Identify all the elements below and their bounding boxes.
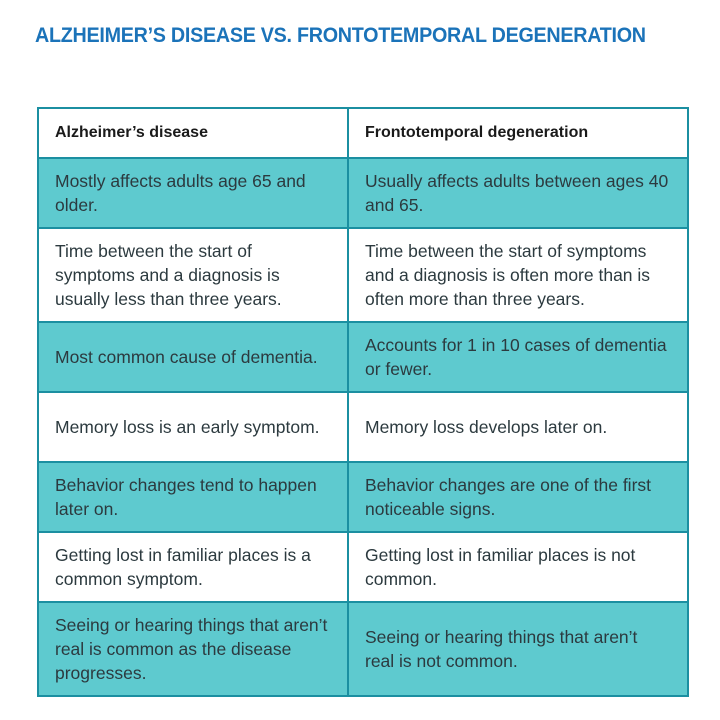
table-cell: Most common cause of dementia.	[38, 322, 348, 392]
header-frontotemporal: Frontotemporal degeneration	[348, 108, 688, 158]
table-cell: Behavior changes tend to happen later on.	[38, 462, 348, 532]
comparison-table	[37, 107, 689, 697]
table-cell: Time between the start of symptoms and a diagnosis is usually less than three years.	[38, 228, 348, 322]
table-cell: Usually affects adults between ages 40 and 65.	[348, 158, 688, 228]
table-header-row	[38, 108, 688, 158]
table-row	[38, 322, 688, 392]
table-row	[38, 158, 688, 228]
table-cell: Getting lost in familiar places is not common.	[348, 532, 688, 602]
table-row	[38, 228, 688, 322]
table-row	[38, 532, 688, 602]
table-cell: Getting lost in familiar places is a common symptom.	[38, 532, 348, 602]
table-row	[38, 392, 688, 462]
table-cell: Seeing or hearing things that aren’t real is not common.	[348, 602, 688, 696]
page-title: ALZHEIMER’S DISEASE VS. FRONTOTEMPORAL DEGENERATION	[35, 24, 646, 47]
table-cell: Accounts for 1 in 10 cases of dementia or fewer.	[348, 322, 688, 392]
table-cell: Behavior changes are one of the first noticeable signs.	[348, 462, 688, 532]
table-cell: Memory loss is an early symptom.	[38, 392, 348, 462]
table-cell: Seeing or hearing things that aren’t real is common as the disease progresses.	[38, 602, 348, 696]
table-cell: Memory loss develops later on.	[348, 392, 688, 462]
table-row	[38, 602, 688, 696]
table-row	[38, 462, 688, 532]
header-alzheimers: Alzheimer’s disease	[38, 108, 348, 158]
table-cell: Mostly affects adults age 65 and older.	[38, 158, 348, 228]
table-cell: Time between the start of symptoms and a diagnosis is often more than is often more than three years.	[348, 228, 688, 322]
